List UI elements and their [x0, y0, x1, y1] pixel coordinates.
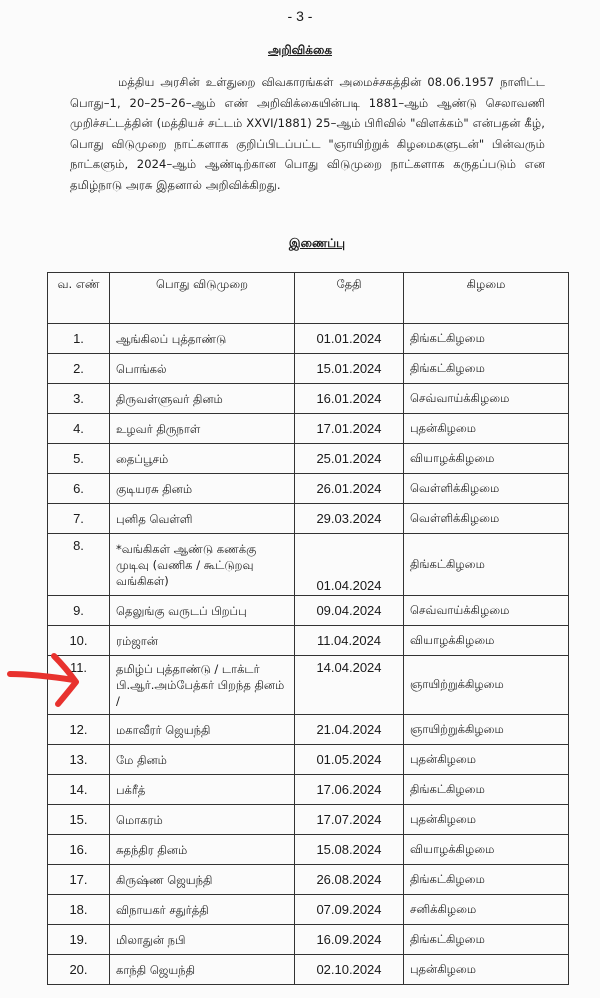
holiday-name: மகாவீரர் ஜெயந்தி — [110, 715, 295, 745]
holiday-weekday: வெள்ளிக்கிழமை — [404, 474, 569, 504]
table-row — [48, 955, 569, 985]
holiday-date: 15.01.2024 — [295, 354, 404, 384]
serial-number: 6. — [48, 474, 110, 504]
header-day: கிழமை — [404, 273, 569, 324]
holiday-weekday: புதன்கிழமை — [404, 414, 569, 444]
table-row — [48, 805, 569, 835]
holiday-weekday: திங்கட்கிழமை — [404, 354, 569, 384]
holiday-date: 09.04.2024 — [295, 596, 404, 626]
table-header-row — [48, 273, 569, 324]
serial-number: 20. — [48, 955, 110, 985]
table-row — [48, 835, 569, 865]
holiday-name: மே தினம் — [110, 745, 295, 775]
holiday-weekday: வெள்ளிக்கிழமை — [404, 504, 569, 534]
holiday-name: ரம்ஜான் — [110, 626, 295, 656]
serial-number: 19. — [48, 925, 110, 955]
holiday-weekday: புதன்கிழமை — [404, 805, 569, 835]
holiday-weekday: செவ்வாய்க்கிழமை — [404, 596, 569, 626]
holiday-date: 16.09.2024 — [295, 925, 404, 955]
intro-paragraph: மத்திய அரசின் உள்துறை விவகாரங்கள் அமைச்சகத்தின் 08.06.1957 நாளிட்ட பொது–1, 20–25–26–ஆம் எண் அறிவிக்கையின்படி 1881–ஆம் ஆண்டு செலாவணி முறிச்சட்டத்தின் (மத்தியச் சட்டம் XXVI/1881) 25–ஆம் பிரிவில் "விளக்கம்" என்பதன் கீழ், பொது விடுமுறை நாட்களாக குறிப்பிடப்பட்ட "ஞாயிற்றுக் கிழமைகளுடன்" பின்வரும் நாட்களும், 2024–ஆம் ஆண்டிற்கான பொது விடுமுறை நாட்களாக கருதப்படும் என தமிழ்நாடு அரசு இதனால் அறிவிக்கிறது. — [70, 75, 545, 192]
holiday-name: தமிழ்ப் புத்தாண்டு / டாக்டர் பி.ஆர்.அம்பேத்கர் பிறந்த தினம் / — [110, 656, 295, 715]
holiday-weekday: திங்கட்கிழமை — [404, 775, 569, 805]
table-row — [48, 384, 569, 414]
holiday-weekday: திங்கட்கிழமை — [404, 865, 569, 895]
holiday-date: 26.08.2024 — [295, 865, 404, 895]
serial-number: 11. — [48, 656, 110, 715]
table-row — [48, 444, 569, 474]
holiday-weekday: புதன்கிழமை — [404, 745, 569, 775]
table-row — [48, 715, 569, 745]
holiday-name: காந்தி ஜெயந்தி — [110, 955, 295, 985]
serial-number: 5. — [48, 444, 110, 474]
table-row — [48, 865, 569, 895]
serial-number: 13. — [48, 745, 110, 775]
holiday-date: 26.01.2024 — [295, 474, 404, 504]
holiday-name: திருவள்ளுவர் தினம் — [110, 384, 295, 414]
holiday-weekday: சனிக்கிழமை — [404, 895, 569, 925]
holiday-weekday: ஞாயிற்றுக்கிழமை — [404, 656, 569, 715]
serial-number: 9. — [48, 596, 110, 626]
holiday-name: ஆங்கிலப் புத்தாண்டு — [110, 324, 295, 354]
holiday-date: 17.01.2024 — [295, 414, 404, 444]
annex-title: இணைப்பு — [288, 236, 346, 250]
holiday-weekday: வியாழக்கிழமை — [404, 444, 569, 474]
holiday-weekday: வியாழக்கிழமை — [404, 626, 569, 656]
page-number: - 3 - — [287, 8, 313, 24]
holiday-weekday: திங்கட்கிழமை — [404, 324, 569, 354]
document-title: அறிவிக்கை — [267, 43, 333, 57]
table-row — [48, 324, 569, 354]
holiday-name: மொகரம் — [110, 805, 295, 835]
serial-number: 2. — [48, 354, 110, 384]
holiday-name: பொங்கல் — [110, 354, 295, 384]
holiday-weekday: வியாழக்கிழமை — [404, 835, 569, 865]
holiday-date: 15.08.2024 — [295, 835, 404, 865]
holiday-name: மிலாதுன் நபி — [110, 925, 295, 955]
holiday-weekday: செவ்வாய்க்கிழமை — [404, 384, 569, 414]
serial-number: 15. — [48, 805, 110, 835]
table-row — [48, 656, 569, 715]
holiday-table — [47, 272, 569, 985]
table-row — [48, 775, 569, 805]
serial-number: 16. — [48, 835, 110, 865]
holiday-name: சுதந்திர தினம் — [110, 835, 295, 865]
serial-number: 1. — [48, 324, 110, 354]
holiday-name: உழவர் திருநாள் — [110, 414, 295, 444]
holiday-date: 07.09.2024 — [295, 895, 404, 925]
table-row — [48, 596, 569, 626]
table-row — [48, 474, 569, 504]
holiday-name: விநாயகர் சதுர்த்தி — [110, 895, 295, 925]
holiday-name: தைப்பூசம் — [110, 444, 295, 474]
holiday-name: பக்ரீத் — [110, 775, 295, 805]
holiday-name: கிருஷ்ண ஜெயந்தி — [110, 865, 295, 895]
serial-number: 12. — [48, 715, 110, 745]
holiday-date: 16.01.2024 — [295, 384, 404, 414]
holiday-date: 17.06.2024 — [295, 775, 404, 805]
holiday-date: 02.10.2024 — [295, 955, 404, 985]
table-row — [48, 626, 569, 656]
holiday-date: 29.03.2024 — [295, 504, 404, 534]
table-row — [48, 504, 569, 534]
table-row — [48, 895, 569, 925]
holiday-date: 21.04.2024 — [295, 715, 404, 745]
serial-number: 18. — [48, 895, 110, 925]
holiday-date: 17.07.2024 — [295, 805, 404, 835]
holiday-name: குடியரசு தினம் — [110, 474, 295, 504]
table-row — [48, 354, 569, 384]
serial-number: 4. — [48, 414, 110, 444]
holiday-name: *வங்கிகள் ஆண்டு கணக்கு முடிவு (வணிக / கூட்டுறவு வங்கிகள்) — [110, 534, 295, 596]
holiday-weekday: திங்கட்கிழமை — [404, 534, 569, 596]
serial-number: 8. — [48, 534, 110, 596]
red-arrow-annotation-icon — [4, 652, 84, 712]
header-date: தேதி — [295, 273, 404, 324]
holiday-weekday: புதன்கிழமை — [404, 955, 569, 985]
holiday-date: 25.01.2024 — [295, 444, 404, 474]
holiday-weekday: திங்கட்கிழமை — [404, 925, 569, 955]
holiday-name: தெலுங்கு வருடப் பிறப்பு — [110, 596, 295, 626]
table-row — [48, 414, 569, 444]
holiday-date: 01.01.2024 — [295, 324, 404, 354]
header-serial-number: வ. எண் — [48, 273, 110, 324]
holiday-weekday: ஞாயிற்றுக்கிழமை — [404, 715, 569, 745]
serial-number: 14. — [48, 775, 110, 805]
table-row — [48, 534, 569, 596]
serial-number: 17. — [48, 865, 110, 895]
table-row — [48, 925, 569, 955]
holiday-date: 01.05.2024 — [295, 745, 404, 775]
table-row — [48, 745, 569, 775]
serial-number: 3. — [48, 384, 110, 414]
holiday-date: 11.04.2024 — [295, 626, 404, 656]
header-holiday: பொது விடுமுறை — [110, 273, 295, 324]
holiday-date: 01.04.2024 — [295, 534, 404, 596]
serial-number: 10. — [48, 626, 110, 656]
holiday-name: புனித வெள்ளி — [110, 504, 295, 534]
serial-number: 7. — [48, 504, 110, 534]
holiday-date: 14.04.2024 — [295, 656, 404, 715]
